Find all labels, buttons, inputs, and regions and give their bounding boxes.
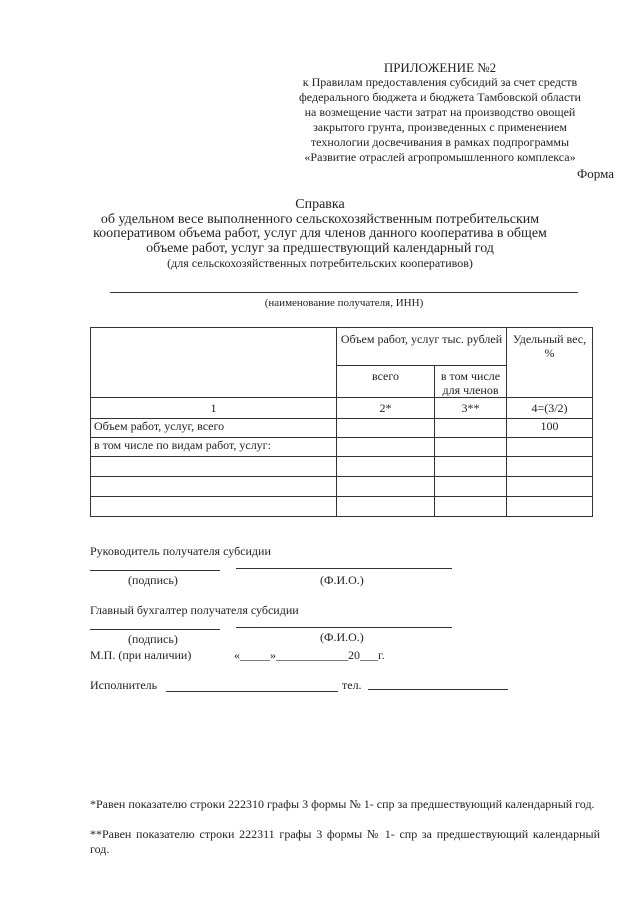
table-cell [507,438,593,457]
footnote: **Равен показателю строки 222311 графы 3 формы № 1- спр за предшествующий календарный год. [90,827,600,856]
header-volume: Объем работ, услуг тыс. рублей [337,328,507,366]
footnote: *Равен показателю строки 222310 графы 3 формы № 1- спр за предшествующий календарный год. [90,797,595,811]
form-label: Форма [577,166,614,181]
annex-header [270,60,610,165]
document-title [90,198,550,271]
accountant-label: Главный бухгалтер получателя субсидии [90,603,299,617]
col-number: 4=(3/2) [507,398,593,419]
signature-line [90,570,220,571]
signature-caption: (подпись) [128,632,178,646]
signature-line [90,629,220,630]
table-cell [91,477,337,497]
table-cell [507,477,593,497]
title-subtitle: (для сельскохозяйственных потребительских кооперативов) [167,256,473,270]
table-row [91,438,593,457]
fio-caption: (Ф.И.О.) [320,630,364,644]
header-total: всего [337,366,435,398]
title-line: объеме работ, услуг за предшествующий календарный год [146,240,494,256]
table-cell [337,419,435,438]
date-field: «_____»____________20___г. [234,648,385,662]
table-row [91,457,593,477]
table-cell [91,457,337,477]
table-row [91,477,593,497]
annex-line: закрытого грунта, произведенных с применением [313,120,567,134]
table-cell [91,497,337,517]
recipient-line [110,292,578,293]
table-cell [337,497,435,517]
volume-table [90,327,593,517]
annex-line: на возмещение части затрат на производство овощей [304,105,576,119]
row-total-share: 100 [507,419,593,438]
table-row [91,419,593,438]
annex-line: технологии досвечивания в рамках подпрограммы [310,135,570,149]
phone-line [368,689,508,690]
table-cell [435,438,507,457]
fio-line [236,627,452,628]
annex-line: к Правилам предоставления субсидий за счет средств [302,75,578,89]
title-line: об удельном весе выполненного сельскохозяйственным потребительским [100,211,540,227]
stamp-label: М.П. (при наличии) [90,648,192,662]
annex-title: ПРИЛОЖЕНИЕ №2 [383,60,497,75]
table-cell [337,438,435,457]
executor-line [166,691,338,692]
table-cell [337,457,435,477]
row-total-label: Объем работ, услуг, всего [91,419,337,438]
fio-caption: (Ф.И.О.) [320,573,364,587]
table-cell [435,497,507,517]
header-empty-cell [91,328,337,398]
annex-line: «Развитие отраслей агропромышленного комплекса» [304,150,576,164]
title-line: кооперативом объема работ, услуг для членов данного кооператива в общем [93,226,547,241]
table-cell [435,419,507,438]
table-cell [435,457,507,477]
table-row [91,497,593,517]
executor-label: Исполнитель [90,678,158,692]
col-number: 1 [91,398,337,419]
phone-label: тел. [342,678,362,692]
head-label: Руководитель получателя субсидии [90,544,271,558]
col-number: 3** [435,398,507,419]
signature-caption: (подпись) [128,573,178,587]
header-members: в том числе для членов [435,366,507,398]
recipient-caption: (наименование получателя, ИНН) [264,297,424,309]
table-cell [435,477,507,497]
table-cell [507,457,593,477]
table-cell [507,497,593,517]
fio-line [236,568,452,569]
annex-line: федерального бюджета и бюджета Тамбовской области [299,90,581,104]
row-by-type-label: в том числе по видам работ, услуг: [91,438,337,457]
title-heading: Справка [295,197,345,212]
header-share: Удельный вес, % [507,328,593,398]
col-number: 2* [337,398,435,419]
table-cell [337,477,435,497]
